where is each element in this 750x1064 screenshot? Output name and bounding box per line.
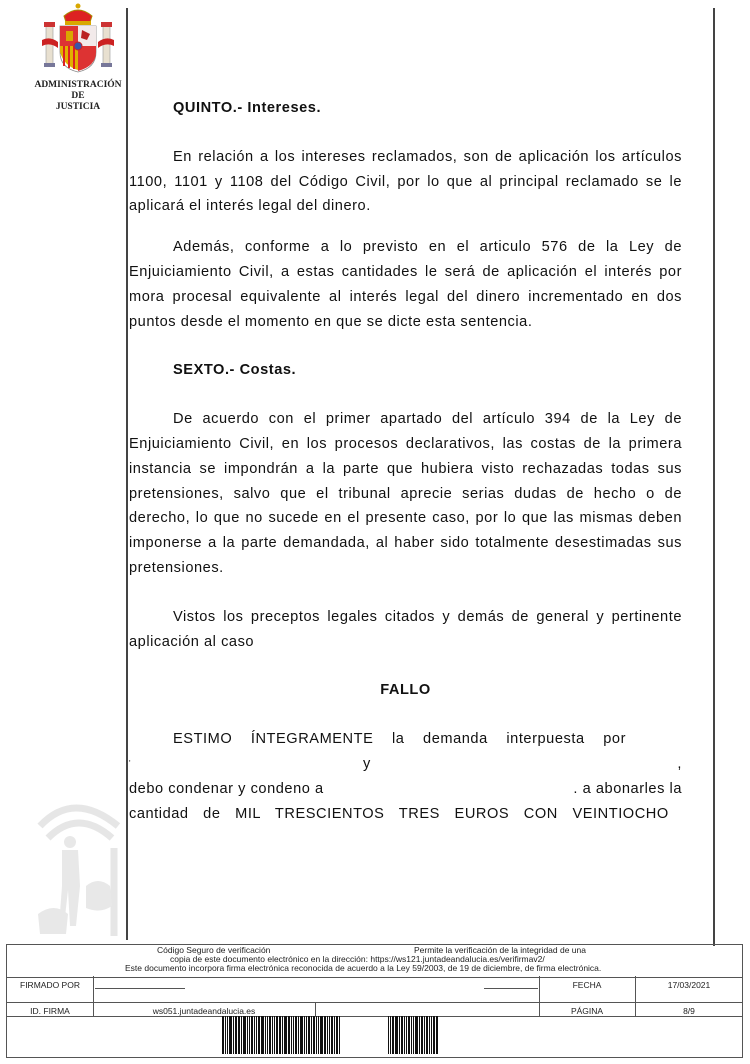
barcode-bar xyxy=(238,1016,240,1054)
barcode-bar xyxy=(249,1016,250,1054)
fecha-label: FECHA xyxy=(572,980,602,990)
admin-line-1: ADMINISTRACIÓN xyxy=(34,80,122,90)
section-heading-sexto: SEXTO.- Costas. xyxy=(173,362,297,379)
administracion-de-justicia-label xyxy=(28,80,128,113)
csv-label: Código Seguro de verificación xyxy=(157,945,271,955)
paragraph-intereses-1: En relación a los intereses reclamados, son de aplicación los artículos 1100, 1101 y 1108 del Código Civil, por lo que al principal reclamado se le aplicará el interés legal del dinero. xyxy=(129,148,682,215)
pagina-value: 8/9 xyxy=(683,1006,695,1016)
barcode-bar xyxy=(251,1016,253,1054)
id-firma-value: ws051.juntadeandalucia.es xyxy=(152,1006,256,1016)
barcode-bar xyxy=(392,1016,394,1054)
col-divider xyxy=(315,1002,316,1016)
fallo-line-4: cantidad de MIL TRESCIENTOS TRES EUROS CON VEINTIOCHO xyxy=(129,805,669,822)
barcode-bar xyxy=(388,1016,389,1054)
barcode-bar xyxy=(304,1016,305,1054)
barcode-bar xyxy=(225,1016,226,1054)
barcode-bar xyxy=(395,1016,398,1054)
barcode-bar xyxy=(276,1016,278,1054)
barcode-bar xyxy=(227,1016,228,1054)
fallo-line-2-conjunction: y xyxy=(363,755,371,772)
fallo-line-2-comma: , xyxy=(677,755,682,772)
paragraph-vistos: Vistos los preceptos legales citados y demás de general y pertinente aplicación al caso xyxy=(129,608,682,650)
row-divider xyxy=(7,1002,742,1003)
barcode-bar xyxy=(331,1016,333,1054)
barcode-bar xyxy=(413,1016,414,1054)
barcode-bar xyxy=(334,1016,335,1054)
spain-coat-of-arms-icon xyxy=(38,2,118,74)
barcode-bar xyxy=(282,1016,283,1054)
fallo-line-1: ESTIMO ÍNTEGRAMENTE la demanda interpuesta por xyxy=(173,731,626,748)
barcode-bar xyxy=(258,1016,260,1054)
barcode-bar xyxy=(247,1016,248,1054)
admin-line-3: JUSTICIA xyxy=(55,102,101,112)
copy-text: copia de este documento electrónico en la dirección: https://ws121.juntadeandalucia.es/verifirmav2/ xyxy=(170,954,545,964)
barcode-bar xyxy=(426,1016,428,1054)
signer-redacted-line xyxy=(95,988,185,989)
barcode-bar xyxy=(406,1016,407,1054)
barcode-bar xyxy=(272,1016,273,1054)
barcode-bar xyxy=(316,1016,317,1054)
barcode-bar xyxy=(235,1016,237,1054)
junta-andalucia-watermark-icon xyxy=(34,786,126,938)
verification-header xyxy=(7,945,742,978)
barcode-bar xyxy=(269,1016,271,1054)
barcode-bar xyxy=(222,1016,224,1054)
fallo-line-3-end: . a abonarles la xyxy=(573,780,682,797)
barcode-bar xyxy=(254,1016,255,1054)
document-body xyxy=(129,96,682,826)
fallo-line-3-start: debo condenar y condeno a xyxy=(129,780,324,797)
barcode-bar xyxy=(404,1016,405,1054)
barcode-bar xyxy=(318,1016,319,1054)
barcode-bar xyxy=(308,1016,310,1054)
signer-redacted-line xyxy=(484,988,538,989)
barcode-bar xyxy=(256,1016,257,1054)
barcode-bar xyxy=(415,1016,418,1054)
barcode-bar xyxy=(421,1016,423,1054)
barcode-bar xyxy=(306,1016,307,1054)
redaction-mark: ' xyxy=(129,758,132,768)
barcode-bar xyxy=(324,1016,326,1054)
barcode-bar xyxy=(339,1016,340,1054)
barcode-bar xyxy=(424,1016,425,1054)
barcode-bar xyxy=(293,1016,294,1054)
barcode-bar xyxy=(267,1016,268,1054)
barcode-bar xyxy=(399,1016,400,1054)
paragraph-intereses-2: Además, conforme a lo previsto en el articulo 576 de la Ley de Enjuiciamiento Civil, a estas cantidades le será de aplicación el interés por mora procesal equivalente al interés legal del dinero incrementado en dos puntos desde el momento en que se dicte esta sentencia. xyxy=(129,239,682,330)
barcode-bar xyxy=(429,1016,430,1054)
barcode-bar xyxy=(291,1016,292,1054)
fallo-heading: FALLO xyxy=(380,682,431,699)
barcode-gap xyxy=(341,1016,387,1054)
barcode-icon xyxy=(222,1016,439,1054)
law-text: Este documento incorpora firma electrónica reconocida de acuerdo a la Ley 59/2003, de 19 de diciembre, de firma electrónica. xyxy=(125,963,602,973)
barcode-bar xyxy=(408,1016,410,1054)
fallo-text xyxy=(129,727,682,826)
fecha-value: 17/03/2021 xyxy=(667,980,711,990)
barcode-bar xyxy=(431,1016,432,1054)
right-margin-line xyxy=(713,8,715,946)
barcode-bar xyxy=(265,1016,266,1054)
barcode-bar xyxy=(298,1016,299,1054)
barcode-bar xyxy=(390,1016,391,1054)
barcode-bar xyxy=(327,1016,328,1054)
barcode-bar xyxy=(243,1016,246,1054)
firmado-por-label: FIRMADO POR xyxy=(20,980,80,990)
barcode-bar xyxy=(300,1016,303,1054)
barcode-bar xyxy=(419,1016,420,1054)
pagina-label: PÁGINA xyxy=(570,1006,604,1016)
barcode-bar xyxy=(295,1016,297,1054)
barcode-bar xyxy=(436,1016,438,1054)
admin-line-2: DE xyxy=(71,91,85,101)
barcode-bar xyxy=(411,1016,412,1054)
barcode-bar xyxy=(279,1016,281,1054)
left-margin-line xyxy=(126,8,128,940)
barcode-bar xyxy=(233,1016,234,1054)
paragraph-costas: De acuerdo con el primer apartado del artículo 394 de la Ley de Enjuiciamiento Civil, en los procesos declarativos, las costas de la primera instancia se impondrán a la parte que hubiera visto rechazadas todas sus pretensiones, salvo que el tribunal aprecie serias dudas de hecho o de derecho, lo que no sucede en el presente caso, por lo que las mismas deben imponerse a la parte demandada, al haber sido totalmente desestimadas sus pretensiones. xyxy=(129,411,682,576)
barcode-bar xyxy=(329,1016,330,1054)
barcode-bar xyxy=(311,1016,312,1054)
barcode-bar xyxy=(261,1016,264,1054)
barcode-bar xyxy=(433,1016,435,1054)
barcode-bar xyxy=(274,1016,275,1054)
barcode-bar xyxy=(241,1016,242,1054)
barcode-bar xyxy=(284,1016,287,1054)
barcode-bar xyxy=(336,1016,338,1054)
barcode-bar xyxy=(320,1016,323,1054)
verify-text: Permite la verificación de la integridad de una xyxy=(414,945,586,955)
barcode-bar xyxy=(288,1016,290,1054)
barcode-bar xyxy=(401,1016,403,1054)
barcode-bar xyxy=(229,1016,232,1054)
id-firma-label: ID. FIRMA xyxy=(30,1006,70,1016)
barcode-bar xyxy=(313,1016,315,1054)
section-heading-quinto: QUINTO.- Intereses. xyxy=(173,100,322,116)
